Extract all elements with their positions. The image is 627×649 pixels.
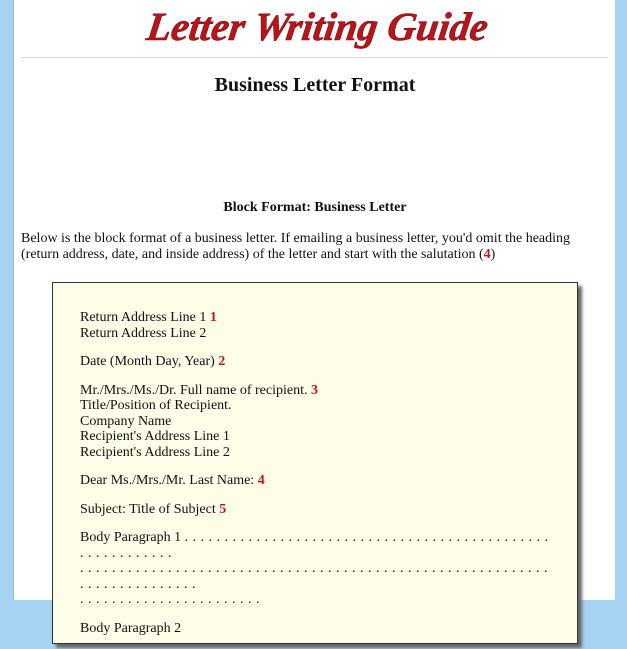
subject-block [80, 502, 552, 518]
placeholder-dots: . . . . . . . . . . . . . . . . . . . . . . . [80, 592, 260, 607]
marker-2: 2 [218, 354, 226, 369]
page-content [13, 0, 617, 636]
letter-body [80, 310, 552, 649]
site-logo[interactable] [14, 2, 616, 56]
intro-text-end: ) [490, 247, 496, 262]
placeholder-dots: . . . . . . . . . . . . . . . . . . . . . . . . . . . . . . . . . . . . . . . . . . . . . . . . . . . . . . . . . . . . . . . . . . . . . . . . . . [80, 561, 548, 592]
salutation-block [80, 473, 552, 489]
return-address-line-2: Return Address Line 2 [80, 325, 207, 341]
body-paragraph-2-label: Body Paragraph 2 [80, 620, 182, 636]
body-paragraph-2 [80, 621, 552, 637]
intro-number: 4 [483, 247, 491, 262]
intro-paragraph [21, 231, 601, 263]
marker-4: 4 [257, 473, 265, 488]
recipient-address-line-1: Recipient's Address Line 1 [80, 429, 230, 444]
section-title: Block Format: Business Letter [223, 200, 407, 215]
intro-text: Below is the block format of a business letter. If emailing a business letter, you'd omit the heading (return address, date, and inside address) of the letter and start with the salutation ( [21, 231, 571, 262]
recipient-name-text: Mr./Mrs./Ms./Dr. Full name of recipient. [80, 382, 308, 398]
body-paragraph-1 [80, 530, 552, 608]
return-address-line-1-text: Return Address Line 1 [80, 310, 207, 325]
placeholder-dots: . . . . . . . . . . . . . . . . . . . . . . . . . . . . . . . . . . . . . . . . . . . . . . . . . . . . . . . . . . [80, 530, 549, 561]
body-paragraph-1-label: Body Paragraph 1 [80, 530, 182, 545]
return-address-block [80, 310, 552, 341]
logo-wordmark [144, 2, 492, 54]
page-title: Business Letter Format [214, 74, 416, 96]
logo-text: Letter Writing Guide [144, 4, 492, 49]
salutation-text: Dear Ms./Mrs./Mr. Last Name: [80, 473, 255, 488]
marker-5: 5 [219, 501, 227, 517]
header-divider [21, 57, 608, 58]
body-paragraph-1-line-1 [80, 530, 552, 561]
marker-3: 3 [310, 382, 318, 398]
letter-example-box [52, 282, 578, 644]
return-address-line-1 [80, 310, 552, 326]
inside-address-block [80, 383, 552, 461]
subject-text: Subject: Title of Subject [80, 501, 216, 517]
recipient-title-line: Title/Position of Recipient. [80, 398, 232, 413]
date-block [80, 354, 552, 370]
date-text: Date (Month Day, Year) [80, 354, 215, 369]
company-line: Company Name [80, 413, 172, 429]
page-margin-right [615, 0, 627, 600]
marker-1: 1 [209, 310, 217, 325]
recipient-address-line-2: Recipient's Address Line 2 [80, 444, 230, 460]
recipient-name-line [80, 383, 552, 399]
